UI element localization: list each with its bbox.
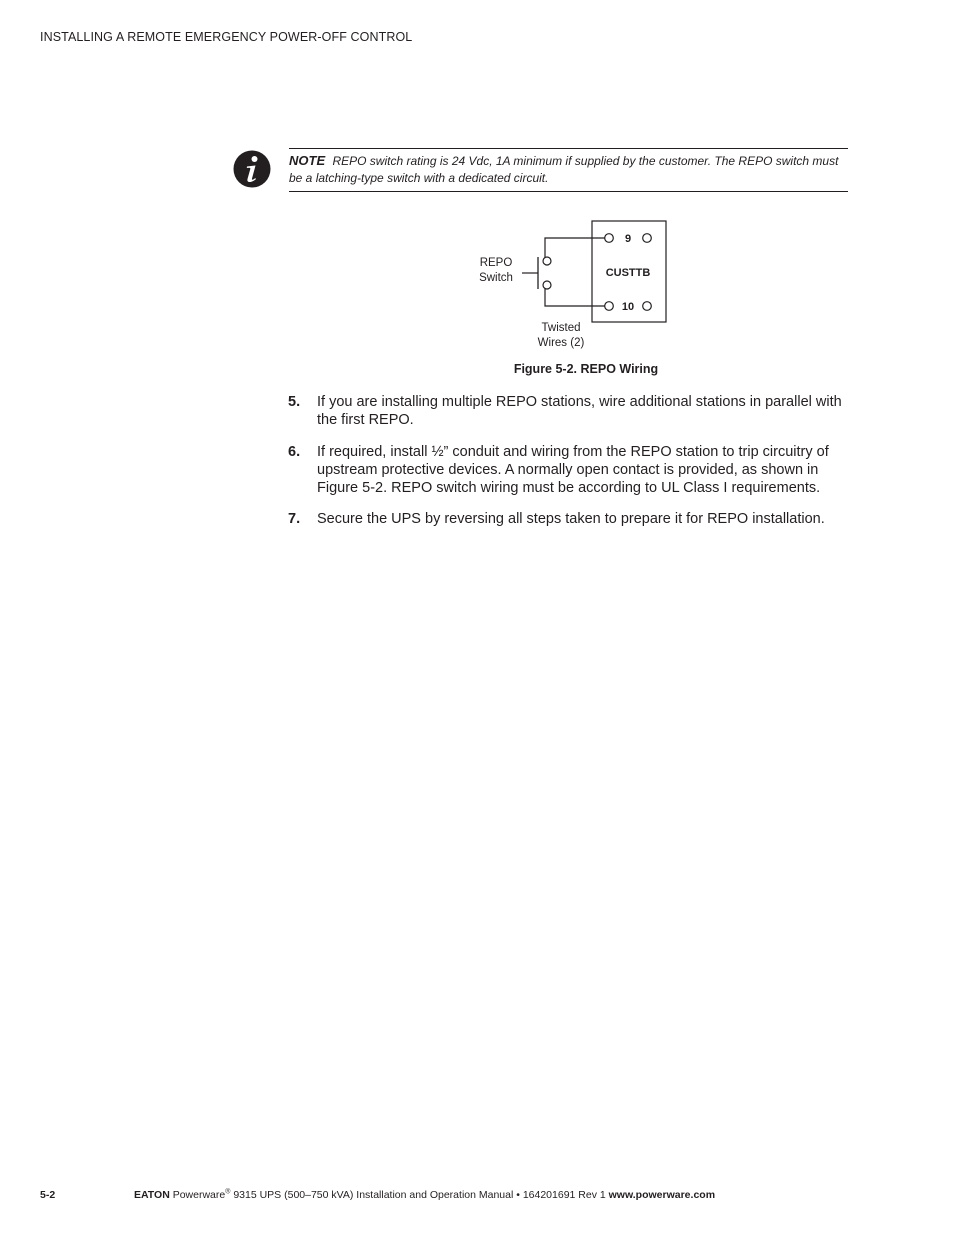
step-text: If required, install ½” conduit and wiring from the REPO station to trip circuitry of upstream protective devices. A normally open contact is provided, as shown in Figure 5-2. REPO switch wiring must be according to UL Class I requirements. [317,443,829,497]
figure-caption: Figure 5-2. REPO Wiring [513,362,659,376]
switch-contact-top [543,257,551,265]
list-item [288,393,853,430]
step-number: 5. [288,394,301,410]
terminal-10-right [643,302,652,311]
brand-name: EATON [134,1189,170,1201]
wire-bottom [545,286,605,306]
page-number: 5-2 [40,1189,56,1201]
note-text: REPO switch rating is 24 Vdc, 1A minimum if supplied by the customer. The REPO switch must be a latching-type switch with a dedicated circuit. [289,154,839,185]
footer-url: www.powerware.com [608,1189,716,1201]
product-name: Powerware [172,1189,226,1201]
wire-top [545,238,605,260]
info-icon [233,150,271,188]
note-box [289,148,848,192]
step-list [288,393,853,542]
list-item [288,443,853,498]
repo-wiring-figure [470,212,680,357]
footer-text [134,1189,715,1201]
terminal-9-left [605,234,614,243]
registered-mark: ® [225,1188,231,1196]
twisted-wires-label: Twisted Wires (2) [537,322,585,349]
terminal-9-right [643,234,652,243]
step-number: 6. [288,443,301,460]
step-text: If you are installing multiple REPO stations, wire additional stations in parallel with the first REPO. [317,394,842,429]
note-label: NOTE [289,153,326,168]
list-item [288,510,853,528]
switch-contact-bottom [543,281,551,289]
terminal-9-label: 9 [624,233,632,245]
manual-title: 9315 UPS (500–750 kVA) Installation and Operation Manual • 164201691 Rev 1 [230,1189,609,1201]
step-text: Secure the UPS by reversing all steps taken to prepare it for REPO installation. [317,511,825,528]
terminal-10-label: 10 [621,301,635,313]
repo-switch-label: REPO Switch [479,257,513,284]
terminal-10-left [605,302,614,311]
custtb-label: CUSTTB [605,267,651,279]
step-number: 7. [288,511,301,528]
page-header: INSTALLING A REMOTE EMERGENCY POWER-OFF CONTROL [40,30,413,44]
